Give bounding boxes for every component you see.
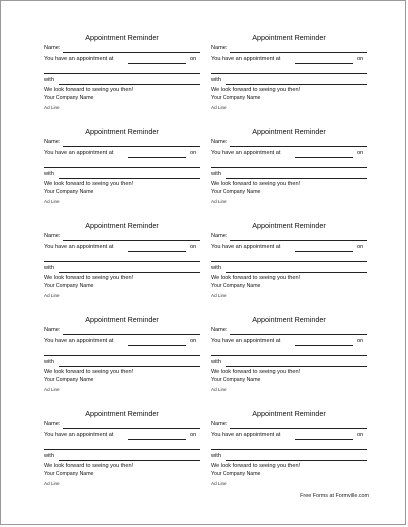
message-text: We look forward to seeing you then!: [211, 87, 301, 93]
with-line[interactable]: [59, 366, 200, 367]
company-name: Your Company Name: [211, 189, 261, 195]
appointment-label: You have an appointment at: [44, 338, 114, 344]
on-label: on: [190, 244, 197, 250]
name-label: Name:: [211, 139, 228, 145]
ad-line: Ad Line: [211, 293, 227, 298]
name-label: Name:: [211, 45, 228, 51]
on-label: on: [190, 432, 197, 438]
on-label: on: [357, 244, 364, 250]
message-text: We look forward to seeing you then!: [44, 87, 134, 93]
appointment-time-line[interactable]: [128, 439, 186, 440]
with-line[interactable]: [59, 178, 200, 179]
on-label: on: [190, 56, 197, 62]
ad-line: Ad Line: [211, 387, 227, 392]
name-label: Name:: [44, 45, 61, 51]
ad-line: Ad Line: [44, 105, 60, 110]
date-line[interactable]: [211, 167, 367, 168]
with-line[interactable]: [226, 460, 367, 461]
message-text: We look forward to seeing you then!: [211, 181, 301, 187]
on-label: on: [357, 338, 364, 344]
reminder-card: [44, 127, 200, 217]
message-text: We look forward to seeing you then!: [211, 463, 301, 469]
date-line[interactable]: [211, 355, 367, 356]
appointment-time-line[interactable]: [128, 251, 186, 252]
company-name: Your Company Name: [44, 95, 94, 101]
with-label: with: [44, 171, 54, 177]
reminder-card: [211, 33, 367, 123]
with-label: with: [211, 77, 221, 83]
on-label: on: [190, 338, 197, 344]
with-label: with: [211, 453, 221, 459]
on-label: on: [357, 150, 364, 156]
card-title: Appointment Reminder: [252, 221, 326, 230]
appointment-label: You have an appointment at: [44, 56, 114, 62]
reminder-card: [211, 127, 367, 217]
date-line[interactable]: [44, 449, 200, 450]
with-line[interactable]: [59, 460, 200, 461]
with-label: with: [211, 171, 221, 177]
footer-credit: Free Forms at Formville.com: [300, 493, 369, 499]
appointment-label: You have an appointment at: [44, 244, 114, 250]
with-line[interactable]: [226, 84, 367, 85]
ad-line: Ad Line: [211, 481, 227, 486]
message-text: We look forward to seeing you then!: [44, 369, 134, 375]
card-title: Appointment Reminder: [85, 127, 159, 136]
appointment-label: You have an appointment at: [211, 56, 281, 62]
with-line[interactable]: [59, 84, 200, 85]
with-line[interactable]: [226, 178, 367, 179]
with-line[interactable]: [226, 366, 367, 367]
appointment-time-line[interactable]: [128, 345, 186, 346]
reminder-card: [44, 33, 200, 123]
appointment-time-line[interactable]: [295, 439, 353, 440]
appointment-label: You have an appointment at: [211, 338, 281, 344]
name-label: Name:: [44, 233, 61, 239]
company-name: Your Company Name: [44, 283, 94, 289]
with-label: with: [44, 359, 54, 365]
message-text: We look forward to seeing you then!: [44, 463, 134, 469]
ad-line: Ad Line: [211, 105, 227, 110]
with-label: with: [44, 453, 54, 459]
card-title: Appointment Reminder: [85, 221, 159, 230]
appointment-label: You have an appointment at: [211, 432, 281, 438]
with-line[interactable]: [59, 272, 200, 273]
ad-line: Ad Line: [44, 481, 60, 486]
name-line[interactable]: [63, 146, 200, 147]
name-line[interactable]: [63, 334, 200, 335]
message-text: We look forward to seeing you then!: [211, 275, 301, 281]
name-line[interactable]: [63, 240, 200, 241]
appointment-label: You have an appointment at: [44, 432, 114, 438]
with-line[interactable]: [226, 272, 367, 273]
name-line[interactable]: [230, 334, 367, 335]
with-label: with: [44, 265, 54, 271]
name-line[interactable]: [63, 428, 200, 429]
date-line[interactable]: [44, 261, 200, 262]
reminder-card: [211, 315, 367, 405]
reminder-card: [44, 221, 200, 311]
reminder-card: [44, 315, 200, 405]
appointment-time-line[interactable]: [295, 251, 353, 252]
appointment-label: You have an appointment at: [211, 150, 281, 156]
date-line[interactable]: [44, 73, 200, 74]
message-text: We look forward to seeing you then!: [44, 181, 134, 187]
appointment-label: You have an appointment at: [44, 150, 114, 156]
name-line[interactable]: [230, 52, 367, 53]
with-label: with: [211, 359, 221, 365]
on-label: on: [357, 432, 364, 438]
name-line[interactable]: [230, 240, 367, 241]
date-line[interactable]: [211, 73, 367, 74]
company-name: Your Company Name: [211, 471, 261, 477]
card-title: Appointment Reminder: [252, 127, 326, 136]
name-label: Name:: [211, 233, 228, 239]
reminder-card: [211, 409, 367, 499]
appointment-time-line[interactable]: [128, 157, 186, 158]
appointment-time-line[interactable]: [295, 157, 353, 158]
name-label: Name:: [44, 139, 61, 145]
on-label: on: [190, 150, 197, 156]
date-line[interactable]: [211, 449, 367, 450]
company-name: Your Company Name: [44, 471, 94, 477]
name-label: Name:: [211, 421, 228, 427]
reminder-card: [44, 409, 200, 499]
name-label: Name:: [44, 421, 61, 427]
ad-line: Ad Line: [44, 293, 60, 298]
ad-line: Ad Line: [44, 387, 60, 392]
appointment-time-line[interactable]: [128, 63, 186, 64]
card-title: Appointment Reminder: [252, 315, 326, 324]
company-name: Your Company Name: [44, 189, 94, 195]
card-title: Appointment Reminder: [252, 33, 326, 42]
ad-line: Ad Line: [211, 199, 227, 204]
reminder-card: [211, 221, 367, 311]
on-label: on: [357, 56, 364, 62]
name-label: Name:: [211, 327, 228, 333]
message-text: We look forward to seeing you then!: [211, 369, 301, 375]
appointment-label: You have an appointment at: [211, 244, 281, 250]
company-name: Your Company Name: [211, 95, 261, 101]
message-text: We look forward to seeing you then!: [44, 275, 134, 281]
name-line[interactable]: [230, 428, 367, 429]
company-name: Your Company Name: [44, 377, 94, 383]
date-line[interactable]: [211, 261, 367, 262]
company-name: Your Company Name: [211, 377, 261, 383]
appointment-time-line[interactable]: [295, 63, 353, 64]
with-label: with: [211, 265, 221, 271]
card-title: Appointment Reminder: [252, 409, 326, 418]
ad-line: Ad Line: [44, 199, 60, 204]
card-title: Appointment Reminder: [85, 33, 159, 42]
company-name: Your Company Name: [211, 283, 261, 289]
name-label: Name:: [44, 327, 61, 333]
date-line[interactable]: [44, 355, 200, 356]
name-line[interactable]: [63, 52, 200, 53]
name-line[interactable]: [230, 146, 367, 147]
date-line[interactable]: [44, 167, 200, 168]
with-label: with: [44, 77, 54, 83]
card-title: Appointment Reminder: [85, 409, 159, 418]
appointment-time-line[interactable]: [295, 345, 353, 346]
card-title: Appointment Reminder: [85, 315, 159, 324]
